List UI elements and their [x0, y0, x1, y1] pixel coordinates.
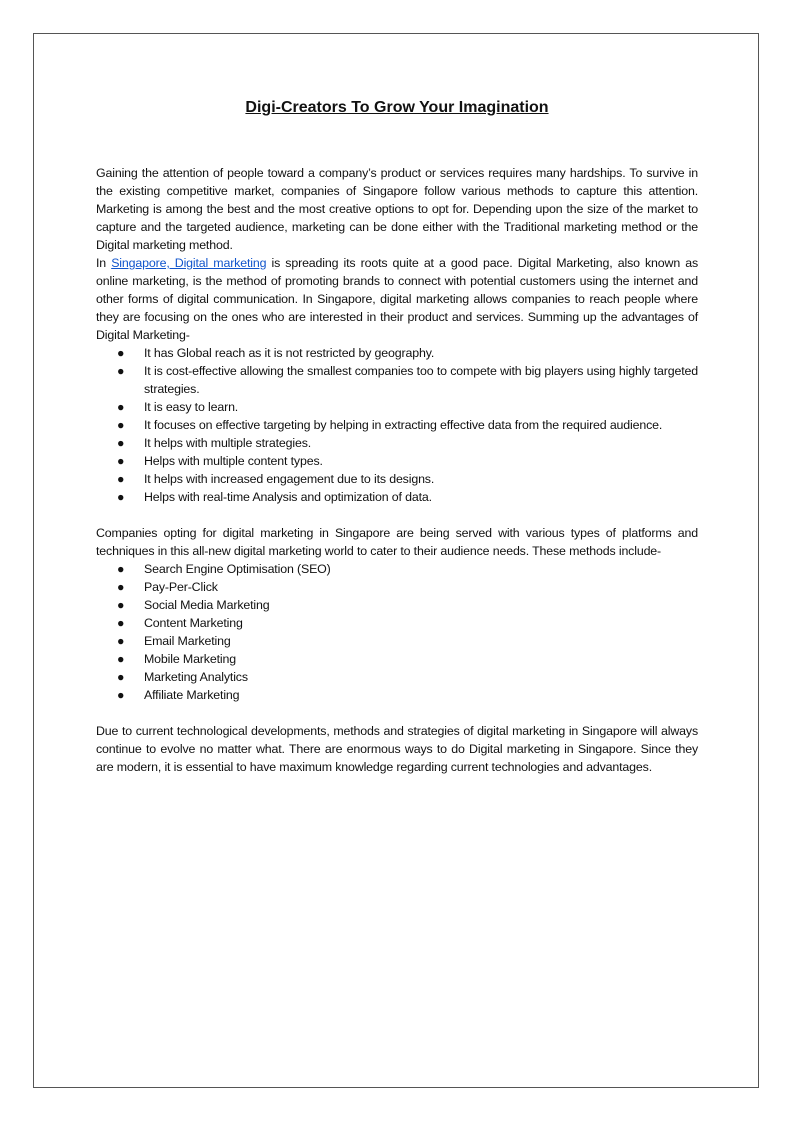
bullet-icon: ●: [117, 616, 125, 630]
list-item-text: Social Media Marketing: [144, 598, 270, 612]
list-item-text: Marketing Analytics: [144, 670, 248, 684]
conclusion-paragraph: Due to current technological developments, methods and strategies of digital marketing in Singapore will always continue to evolve no matter what. There are enormous ways to do Digital marketing in Singapore. Since they are modern, it is essential to have maximum knowledge regarding current technologies and advantages.: [96, 724, 698, 774]
list-item-text: Helps with multiple content types.: [144, 454, 323, 468]
bullet-icon: ●: [117, 688, 125, 702]
list-item: [96, 614, 698, 632]
list-item-text: It helps with increased engagement due to its designs.: [144, 472, 435, 486]
list-item: [96, 362, 698, 398]
methods-intro-paragraph: Companies opting for digital marketing in Singapore are being served with various types of platforms and techniques in this all-new digital marketing world to cater to their audience needs. These methods include-: [96, 526, 698, 558]
list-item: [96, 686, 698, 704]
text: is spreading its roots quite at a good pace. Digital Marketing, also known as online marketing, is the method of promoting brands to connect with potential customers using the internet and other forms of digital communication. In Singapore, digital marketing allows companies to reach people where they are focusing on the ones who are interested in their product and services. Summing up the advantages of Digital Marketing-: [96, 256, 699, 342]
list-item: [96, 344, 698, 362]
list-item-text: Email Marketing: [144, 634, 231, 648]
bullet-icon: ●: [117, 364, 125, 378]
text: In: [96, 256, 112, 270]
list-item-text: It has Global reach as it is not restricted by geography.: [144, 346, 435, 360]
bullet-icon: ●: [117, 562, 125, 576]
list-item-text: It helps with multiple strategies.: [144, 436, 312, 450]
list-item-text: Content Marketing: [144, 616, 243, 630]
list-item-text: Mobile Marketing: [144, 652, 236, 666]
list-item: [96, 668, 698, 686]
digital-marketing-paragraph: [96, 254, 698, 344]
list-item: [96, 434, 698, 452]
list-item: [96, 452, 698, 470]
document-title: Digi-Creators To Grow Your Imagination: [245, 99, 549, 116]
list-item: [96, 650, 698, 668]
advantages-list: [96, 344, 698, 506]
list-item: [96, 596, 698, 614]
bullet-icon: ●: [117, 436, 125, 450]
list-item-text: It is cost-effective allowing the smallest companies too to compete with big players using highly targeted strategies.: [144, 364, 698, 396]
bullet-icon: ●: [117, 418, 125, 432]
list-item: [96, 470, 698, 488]
list-item: [96, 416, 698, 434]
bullet-icon: ●: [117, 652, 125, 666]
singapore-digital-marketing-link[interactable]: Singapore, Digital marketing: [111, 256, 267, 270]
methods-list: [96, 560, 698, 704]
bullet-icon: ●: [117, 598, 125, 612]
bullet-icon: ●: [117, 580, 125, 594]
list-item-text: Pay-Per-Click: [144, 580, 218, 594]
list-item-text: Search Engine Optimisation (SEO): [144, 562, 331, 576]
list-item-text: It is easy to learn.: [144, 400, 239, 414]
list-item-text: Affiliate Marketing: [144, 688, 240, 702]
list-item: [96, 398, 698, 416]
bullet-icon: ●: [117, 400, 125, 414]
bullet-icon: ●: [117, 454, 125, 468]
list-item: [96, 488, 698, 506]
list-item-text: It focuses on effective targeting by helping in extracting effective data from the required audience.: [144, 418, 663, 432]
list-item: [96, 560, 698, 578]
bullet-icon: ●: [117, 472, 125, 486]
bullet-icon: ●: [117, 490, 125, 504]
document-body: [96, 96, 698, 776]
list-item: [96, 632, 698, 650]
intro-paragraph: Gaining the attention of people toward a company’s product or services requires many hardships. To survive in the existing competitive market, companies of Singapore follow various methods to capture this attention. Marketing is among the best and the most creative options to opt for. Depending upon the size of the market to capture and the targeted audience, marketing can be done either with the Traditional marketing method or the Digital marketing method.: [96, 166, 698, 252]
bullet-icon: ●: [117, 346, 125, 360]
list-item-text: Helps with real-time Analysis and optimization of data.: [144, 490, 432, 504]
list-item: [96, 578, 698, 596]
bullet-icon: ●: [117, 634, 125, 648]
bullet-icon: ●: [117, 670, 125, 684]
